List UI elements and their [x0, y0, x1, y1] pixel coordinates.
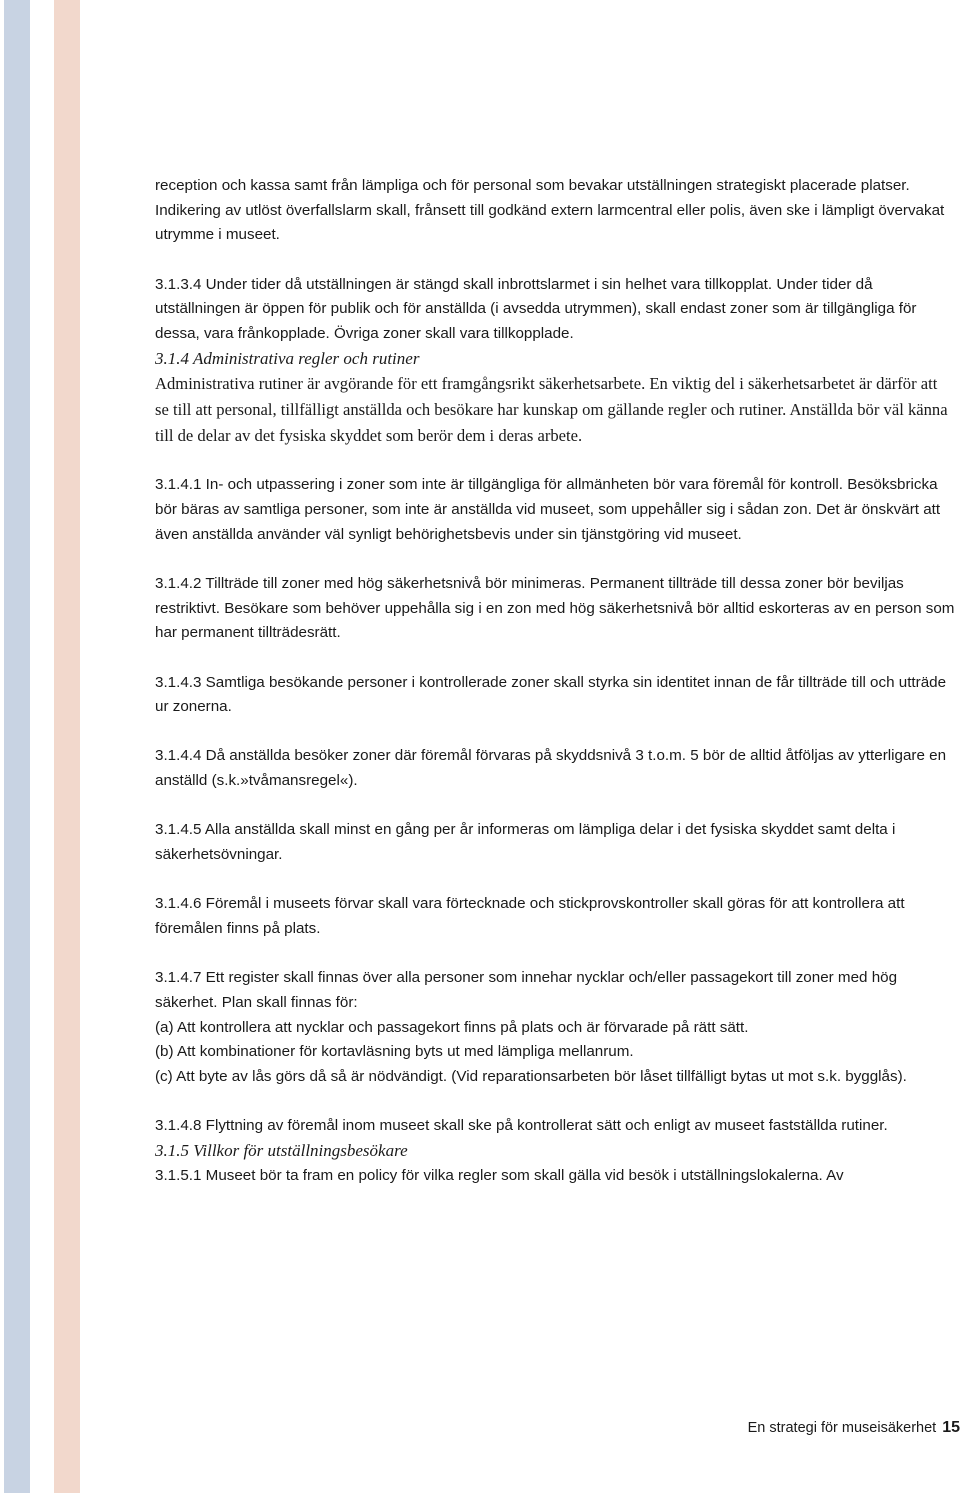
paragraph-3-1-3-4: 3.1.3.4 Under tider då utställningen är stängd skall inbrottslarmet i sin helhet vara tillkopplat. Under tider då utställningen är öppen för publik och för anställda (i avsedda utrymmen), skall endast zoner som är tillgängliga för dessa, vara frånkopplade. Övriga zoner skall vara tillkopplade.: [155, 275, 917, 343]
page-number: 15: [942, 1419, 960, 1436]
paragraph-3-1-4-1: 3.1.4.1 In- och utpassering i zoner som inte är tillgängliga för allmänheten bör vara föremål för kontroll. Besöksbricka bör bäras av samtliga personer, som inte är anställda vid museet, som uppehåller sig i sådan zon. Det är önskvärt att även anställda använder väl synligt behörighetsbevis under sin tjänstgöring vid museet.: [155, 476, 941, 543]
paragraph-3-1-4-7-intro: 3.1.4.7 Ett register skall finnas över alla personer som innehar nycklar och/eller passagekort till zoner med hög säkerhet. Plan skall finnas för:: [155, 969, 898, 1011]
list-item-b: (b) Att kombinationer för kortavläsning byts ut med lämpliga mellanrum.: [155, 1043, 634, 1061]
list-item-a: (a) Att kontrollera att nycklar och passagekort finns på plats och är förvarade på rätt sätt.: [155, 1018, 749, 1036]
paragraph-3-1-4-8: 3.1.4.8 Flyttning av föremål inom museet skall ske på kontrollerat sätt och enligt av museet fastställda rutiner.: [155, 1117, 888, 1135]
paragraph-reception: reception och kassa samt från lämpliga och för personal som bevakar utställningen strategiskt placerade platser. Indikering av utlöst överfallslarm skall, frånsett till godkänd extern larmcentral eller polis, även ske i lämpligt övervakat utrymme i museet.: [155, 177, 945, 244]
list-item-c: (c) Att byte av lås görs då så är nödvändigt. (Vid reparationsarbeten bör låset tillfälligt bytas ut mot s.k. bygglås).: [155, 1067, 907, 1085]
margin-stripe-pink: [54, 0, 80, 1493]
paragraph-3-1-4-intro: Administrativa rutiner är avgörande för ett framgångsrikt säkerhetsarbete. En viktig del i säkerhetsarbetet är därför att se till att personal, tillfälligt anställda och besökare har kunskap om gällande regler och rutiner. Anställda bör väl känna till de delar av det fysiska skyddet som berör dem i deras arbete.: [155, 374, 948, 446]
page-content: [155, 174, 955, 1188]
paragraph-3-1-4-7: [155, 966, 955, 1090]
paragraph-3-1-4-3: 3.1.4.3 Samtliga besökande personer i kontrollerade zoner skall styrka sin identitet innan de får tillträde till och utträde ur zonerna.: [155, 673, 947, 716]
section-heading-3-1-4: 3.1.4 Administrativa regler och rutiner: [155, 348, 420, 368]
page-footer: [660, 1416, 960, 1440]
paragraph-3-1-4-2: 3.1.4.2 Tillträde till zoner med hög säkerhetsnivå bör minimeras. Permanent tillträde till dessa zoner bör beviljas restriktivt. Besökare som behöver uppehålla sig i en zon med hög säkerhetsnivå bör alltid eskorteras av en person som har permanent tillträdesrätt.: [155, 574, 955, 642]
paragraph-3-1-4-4: 3.1.4.4 Då anställda besöker zoner där föremål förvaras på skyddsnivå 3 t.o.m. 5 bör de alltid åtföljas av ytterligare en anställd (s.k.»tvåmansregel«).: [155, 747, 947, 790]
section-heading-3-1-5: 3.1.5 Villkor för utställningsbesökare: [155, 1140, 408, 1160]
paragraph-3-1-4-5: 3.1.4.5 Alla anställda skall minst en gång per år informeras om lämpliga delar i det fysiska skyddet samt delta i säkerhetsövningar.: [155, 821, 896, 864]
margin-stripe-blue: [4, 0, 30, 1493]
paragraph-3-1-4-6: 3.1.4.6 Föremål i museets förvar skall vara förtecknade och stickprovskontroller skall göras för att kontrollera att föremålen finns på plats.: [155, 895, 905, 937]
footer-title: En strategi för museisäkerhet: [747, 1420, 937, 1436]
paragraph-3-1-5-1: 3.1.5.1 Museet bör ta fram en policy för vilka regler som skall gälla vid besök i utställningslokalerna. Av: [155, 1166, 844, 1184]
